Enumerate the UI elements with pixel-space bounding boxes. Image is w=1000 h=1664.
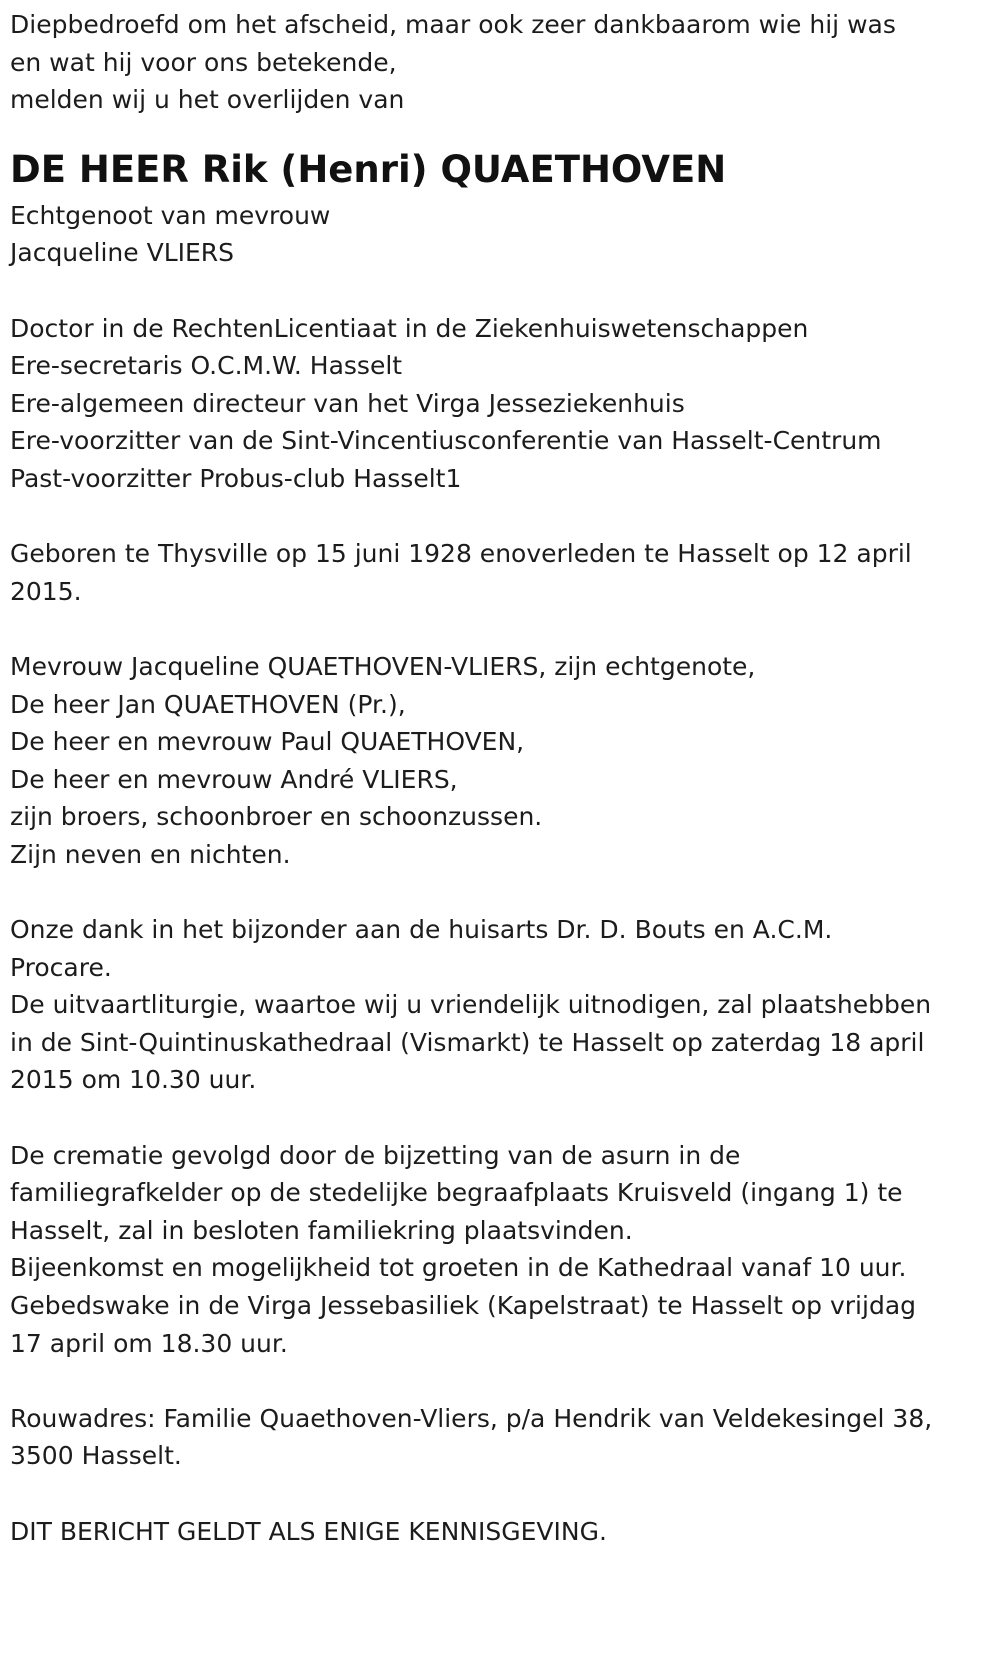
cremation-line: familiegrafkelder op de stedelijke begraafplaats Kruisveld (ingang 1) te <box>10 1178 903 1208</box>
intro-line: en wat hij voor ons betekende, <box>10 47 397 77</box>
spouse-line: Jacqueline VLIERS <box>10 238 235 268</box>
thanks-liturgy-line: Onze dank in het bijzonder aan de huisarts Dr. D. Bouts en A.C.M. <box>10 915 833 945</box>
intro-section <box>10 6 995 119</box>
spacer <box>10 1475 995 1513</box>
title-line: Doctor in de RechtenLicentiaat in de Ziekenhuiswetenschappen <box>10 313 809 343</box>
family-line: Zijn neven en nichten. <box>10 839 291 869</box>
spacer <box>10 873 995 911</box>
closing-statement: DIT BERICHT GELDT ALS ENIGE KENNISGEVING. <box>10 1516 607 1546</box>
birth-death-line: Geboren te Thysville op 15 juni 1928 enoverleden te Hasselt op 12 april <box>10 539 912 569</box>
spacer <box>10 272 995 310</box>
cremation-line: De crematie gevolgd door de bijzetting van de asurn in de <box>10 1140 741 1170</box>
address-section <box>10 1400 995 1475</box>
intro-line: melden wij u het overlijden van <box>10 85 405 115</box>
title-line: Ere-voorzitter van de Sint-Vincentiusconferentie van Hasselt-Centrum <box>10 426 882 456</box>
birth-death-line: 2015. <box>10 576 82 606</box>
family-line: De heer Jan QUAETHOVEN (Pr.), <box>10 689 406 719</box>
thanks-liturgy-section <box>10 911 995 1099</box>
address-line: Rouwadres: Familie Quaethoven-Vliers, p/a Hendrik van Veldekesingel 38, <box>10 1403 933 1433</box>
spacer <box>10 610 995 648</box>
birth-death-section <box>10 535 995 610</box>
title-line: Ere-algemeen directeur van het Virga Jesseziekenhuis <box>10 388 685 418</box>
cremation-line: 17 april om 18.30 uur. <box>10 1328 288 1358</box>
family-line: De heer en mevrouw André VLIERS, <box>10 764 458 794</box>
cremation-section <box>10 1137 995 1363</box>
intro-line: Diepbedroefd om het afscheid, maar ook zeer dankbaarom wie hij was <box>10 10 896 39</box>
address-line: 3500 Hasselt. <box>10 1441 182 1471</box>
spacer <box>10 1362 995 1400</box>
family-line: Mevrouw Jacqueline QUAETHOVEN-VLIERS, zijn echtgenote, <box>10 651 756 681</box>
spouse-line: Echtgenoot van mevrouw <box>10 200 331 230</box>
cremation-line: Bijeenkomst en mogelijkheid tot groeten in de Kathedraal vanaf 10 uur. <box>10 1253 907 1283</box>
titles-section <box>10 310 995 498</box>
spacer <box>10 1099 995 1137</box>
thanks-liturgy-line: in de Sint-Quintinuskathedraal (Vismarkt) te Hasselt op zaterdag 18 april <box>10 1027 925 1057</box>
obituary-notice <box>10 6 995 1550</box>
family-section <box>10 648 995 874</box>
family-line: zijn broers, schoonbroer en schoonzussen. <box>10 802 543 832</box>
title-line: Ere-secretaris O.C.M.W. Hasselt <box>10 351 403 381</box>
title-line: Past-voorzitter Probus-club Hasselt1 <box>10 463 462 493</box>
thanks-liturgy-line: 2015 om 10.30 uur. <box>10 1065 257 1095</box>
thanks-liturgy-line: Procare. <box>10 952 112 982</box>
spacer <box>10 498 995 536</box>
cremation-line: Gebedswake in de Virga Jessebasiliek (Kapelstraat) te Hasselt op vrijdag <box>10 1291 917 1320</box>
spouse-section <box>10 197 995 272</box>
deceased-name: DE HEER Rik (Henri) QUAETHOVEN <box>10 147 727 191</box>
family-line: De heer en mevrouw Paul QUAETHOVEN, <box>10 727 525 757</box>
cremation-line: Hasselt, zal in besloten familiekring plaatsvinden. <box>10 1215 633 1245</box>
thanks-liturgy-line: De uitvaartliturgie, waartoe wij u vriendelijk uitnodigen, zal plaatshebben <box>10 990 932 1020</box>
